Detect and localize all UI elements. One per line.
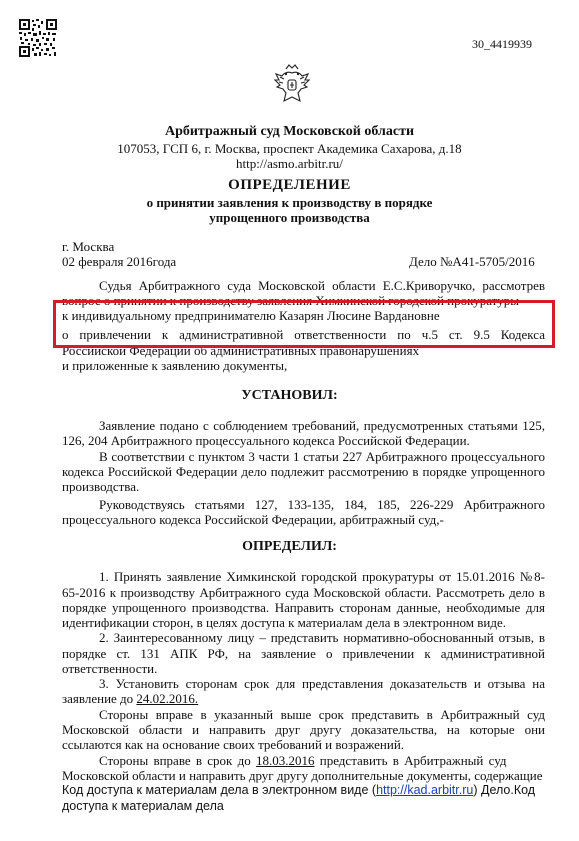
access-code-text-a: Код доступа к материалам дела в электронном виде (: [62, 783, 377, 797]
decided-item2-line3: ответственности.: [62, 661, 158, 676]
decided-p5-text-a: Стороны вправе в срок до: [99, 753, 256, 768]
court-address: 107053, ГСП 6, г. Москва, проспект Академика Сахарова, д.18: [117, 141, 462, 156]
established-p2-line1: В соответствии с пунктом 3 части 1 статьи 227 Арбитражного процессуального: [99, 449, 545, 464]
decided-item1-line2: 65-2016 к производству Арбитражного суда Московской области. Рассмотреть дело в: [62, 585, 545, 600]
document-subtitle-line2: упрощенного производства: [209, 210, 370, 225]
decided-p4-line1: Стороны вправе в указанный выше срок представить в Арбитражный суд: [99, 707, 545, 722]
decided-item3-line2: [62, 691, 198, 706]
court-website: http://asmo.arbitr.ru/: [236, 156, 343, 171]
decided-p4-line3: ссылаются как на основание своих требований и возражений.: [62, 737, 405, 752]
established-p1-line1: Заявление подано с соблюдением требований, предусмотренных статьями 125,: [99, 418, 545, 433]
established-p3-line2: процессуального кодекса Российской Федерации, арбитражный суд,-: [62, 512, 444, 527]
established-heading: УСТАНОВИЛ:: [241, 388, 338, 403]
decided-p5-text-c: представить в Арбитражный суд: [314, 753, 507, 768]
decided-item1-line1: 1. Принять заявление Химкинской городской прокуратуры от 15.01.2016 №8-: [99, 569, 545, 584]
decided-item3-line1: 3. Установить сторонам срок для представления доказательств и отзыва на: [99, 676, 545, 691]
case-number: Дело №А41-5705/2016: [409, 254, 535, 269]
document-id: 30_4419939: [472, 37, 532, 51]
coat-of-arms-emblem: [272, 63, 312, 107]
document-title: ОПРЕДЕЛЕНИЕ: [228, 177, 351, 193]
deadline-date-1: 24.02.2016.: [136, 691, 199, 706]
kad-arbitr-link[interactable]: http://kad.arbitr.ru: [376, 783, 474, 797]
intro-line1: Судья Арбитражного суда Московской области Е.С.Криворучко, рассмотрев: [99, 278, 545, 293]
intro-line5: Российской Федерации об административных правонарушениях: [62, 343, 420, 358]
highlight-box: [53, 300, 555, 348]
decided-p5-line1: [99, 753, 507, 768]
access-code-line2: доступа к материалам дела: [62, 799, 224, 813]
decided-p4-line2: Московской области и направить друг другу доказательства, на которые они: [62, 722, 545, 737]
established-p1-line2: 126, 204 Арбитражного процессуального кодекса Российской Федерации.: [62, 433, 470, 448]
established-p2-line2: кодекса Российской Федерации дело подлежит рассмотрению в порядке упрощенного: [62, 464, 545, 479]
court-name: Арбитражный суд Московской области: [164, 124, 415, 139]
decided-item3-text: заявление до: [62, 691, 137, 706]
document-subtitle-line1: о принятии заявления к производству в порядке: [146, 195, 433, 210]
established-p2-line3: производства.: [62, 479, 140, 494]
qr-code: [18, 18, 58, 58]
intro-line6: и приложенные к заявлению документы,: [62, 358, 288, 373]
deadline-date-2: 18.03.2016: [256, 753, 315, 768]
intro-line2: вопрос о принятии к производству заявления Химкинской городской прокуратуры: [62, 293, 519, 308]
intro-line3: к индивидуальному предпринимателю Казарян Люсине Вардановне: [62, 308, 440, 323]
city: г. Москва: [62, 239, 115, 254]
access-code-line1: [62, 783, 535, 798]
document-date: 02 февраля 2016года: [62, 254, 177, 269]
established-p3-line1: Руководствуясь статьями 127, 133-135, 184, 185, 226-229 Арбитражного: [99, 497, 545, 512]
decided-heading: ОПРЕДЕЛИЛ:: [242, 539, 337, 554]
decided-p5-line2: Московской области и направить друг другу дополнительные документы, содержащие: [62, 768, 543, 783]
decided-item2-line1: 2. Заинтересованному лицу – представить нормативно-обоснованный отзыв, в: [99, 630, 545, 645]
decided-item1-line4: идентификации сторон, в целях доступа к материалам дела в электронном виде.: [62, 615, 506, 630]
intro-line4: о привлечении к административной ответственности по ч.5 ст. 9.5 Кодекса: [62, 327, 545, 342]
access-code-text-b: ) Дело.Код: [473, 783, 536, 797]
decided-item2-line2: порядке ст. 131 АПК РФ, на заявление о привлечении к административной: [62, 646, 545, 661]
decided-item1-line3: порядке упрощенного производства. Направить сторонам данные, необходимые для: [62, 600, 545, 615]
